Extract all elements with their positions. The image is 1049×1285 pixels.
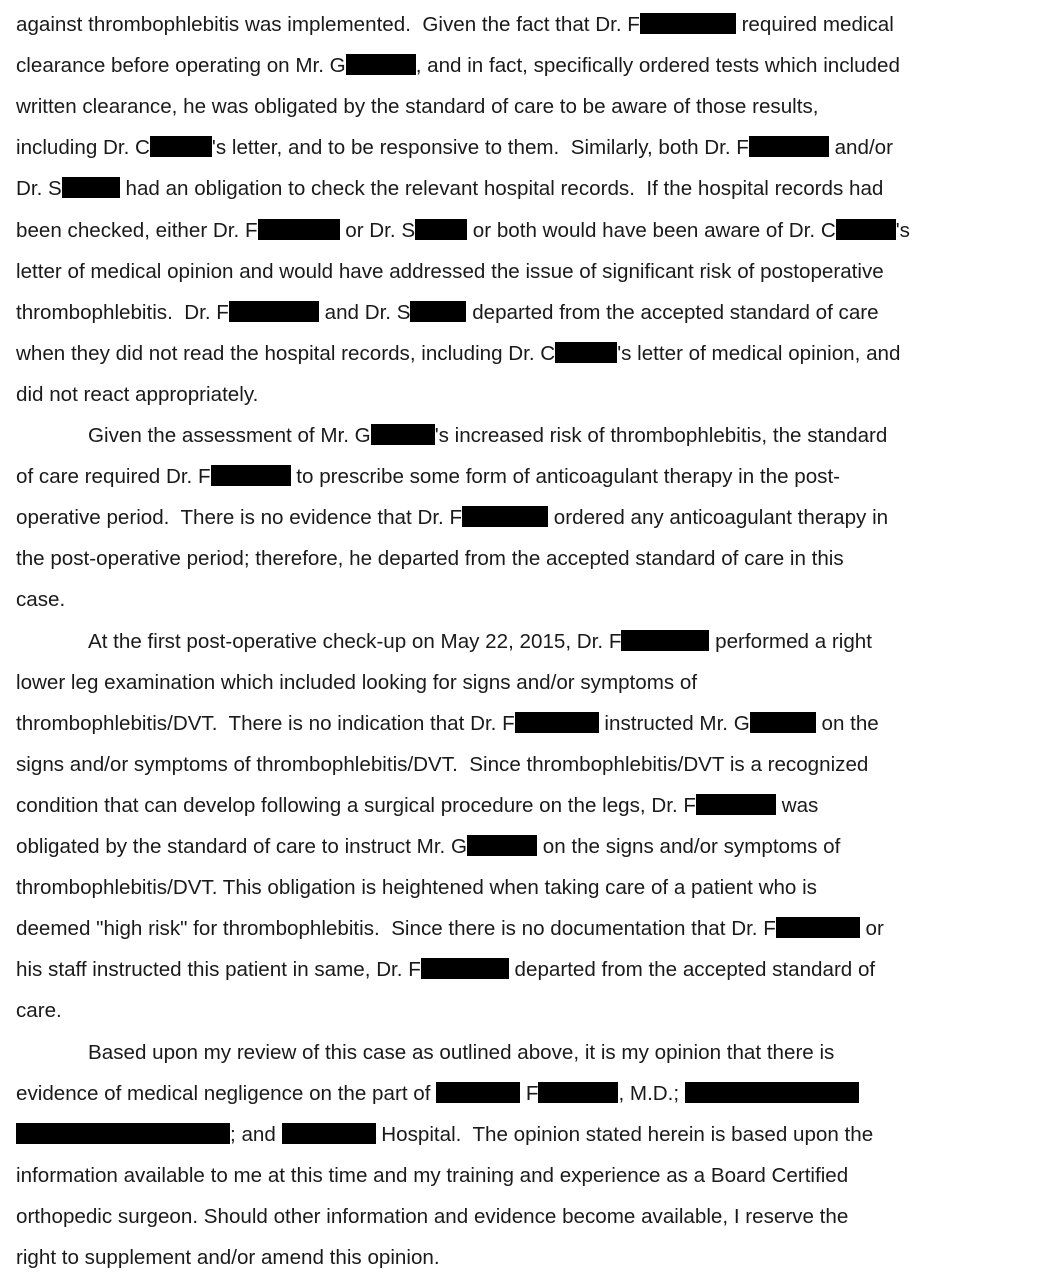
text-segment: lower leg examination which included looking for signs and/or symptoms of [16, 670, 698, 694]
text-segment: ; and [230, 1122, 282, 1146]
text-segment: on the signs and/or symptoms of [537, 835, 841, 858]
redaction-block [462, 506, 548, 527]
text-segment: thrombophlebitis. Dr. F [16, 300, 229, 324]
text-segment: evidence of medical negligence on the part of [16, 1081, 437, 1105]
text-line [16, 914, 884, 944]
text-line [16, 10, 894, 40]
text-segment: , and in fact, specifically ordered tests which included [415, 54, 900, 78]
text-line [88, 627, 872, 657]
text-line [16, 709, 879, 739]
redaction-block [346, 54, 416, 75]
redaction-block [258, 219, 340, 240]
text-line [16, 216, 910, 246]
text-segment: and/or [828, 136, 893, 160]
text-line [88, 1038, 834, 1068]
text-segment: or Dr. S [339, 218, 416, 242]
text-segment: 's increased risk of thrombophlebitis, the standard [434, 424, 888, 447]
redaction-block [410, 301, 466, 322]
text-segment: 's [895, 218, 910, 242]
redaction-block [415, 219, 467, 240]
text-segment: deemed "high risk" for thrombophlebitis. Since there is no documentation that Dr. F [16, 917, 776, 941]
text-segment: case. [16, 588, 66, 612]
text-segment: operative period. There is no evidence that Dr. F [16, 506, 463, 530]
text-segment: was [776, 793, 819, 817]
text-line [16, 1079, 859, 1109]
redaction-block [515, 712, 599, 733]
text-segment: against thrombophlebitis was implemented. Given the fact that Dr. F [16, 13, 640, 36]
text-line [16, 544, 844, 574]
text-line [16, 1161, 848, 1191]
redaction-block [421, 958, 509, 979]
redaction-block [229, 301, 319, 322]
text-segment: and Dr. S [318, 300, 411, 324]
text-segment: care. [16, 999, 62, 1023]
redaction-block [555, 342, 617, 363]
text-segment: did not react appropriately. [16, 382, 259, 406]
redaction-block [836, 219, 896, 240]
text-line [16, 92, 818, 122]
text-line [16, 1202, 848, 1232]
redaction-block [282, 1123, 376, 1144]
text-segment: Hospital. The opinion stated herein is based upon the [375, 1122, 874, 1146]
text-segment: departed from the accepted standard of care [466, 300, 879, 324]
text-segment: thrombophlebitis/DVT. There is no indication that Dr. F [16, 711, 515, 735]
text-segment: orthopedic surgeon. Should other information and evidence become available, I reserve the [16, 1204, 849, 1228]
text-segment: instructed Mr. G [598, 711, 750, 735]
redaction-block [685, 1082, 859, 1103]
text-line [16, 462, 840, 492]
text-segment: departed from the accepted standard of [508, 958, 876, 982]
text-line [16, 1120, 873, 1150]
text-line [16, 585, 65, 615]
text-segment: ordered any anticoagulant therapy in [548, 506, 889, 530]
text-segment: to prescribe some form of anticoagulant therapy in the post- [290, 465, 841, 489]
text-segment: when they did not read the hospital records, including Dr. C [16, 341, 556, 365]
text-segment: condition that can develop following a surgical procedure on the legs, Dr. F [16, 793, 696, 817]
text-line [16, 750, 868, 780]
redaction-block [467, 835, 537, 856]
text-segment: or [859, 917, 884, 941]
text-segment: Given the assessment of Mr. G [88, 424, 371, 447]
text-segment: the post-operative period; therefore, he departed from the accepted standard of care in this [16, 547, 844, 571]
text-line [16, 955, 875, 985]
text-line [16, 51, 900, 81]
text-segment: been checked, either Dr. F [16, 218, 258, 242]
text-line [16, 832, 840, 862]
text-line [16, 380, 258, 410]
redaction-block [211, 465, 291, 486]
redaction-block [621, 630, 709, 651]
text-line [16, 503, 888, 533]
redaction-block [371, 424, 435, 445]
text-segment: letter of medical opinion and would have addressed the issue of significant risk of postoperative [16, 259, 884, 283]
redaction-block [696, 794, 776, 815]
text-segment: obligated by the standard of care to instruct Mr. G [16, 835, 468, 858]
text-segment: 's letter of medical opinion, and [617, 341, 901, 365]
text-line [16, 298, 879, 328]
text-line [16, 339, 900, 369]
text-segment: including Dr. C [16, 136, 150, 160]
text-segment: F [520, 1081, 539, 1105]
redaction-block [776, 917, 860, 938]
text-segment: information available to me at this time and my training and experience as a Board Certified [16, 1163, 849, 1187]
redaction-block [436, 1082, 520, 1103]
redaction-block [16, 1123, 230, 1144]
text-line [16, 668, 697, 698]
text-segment: or both would have been aware of Dr. C [467, 218, 836, 242]
text-line [16, 133, 893, 163]
text-segment: his staff instructed this patient in same, Dr. F [16, 958, 421, 982]
text-segment: Based upon my review of this case as outlined above, it is my opinion that there is [88, 1040, 835, 1064]
text-segment: right to supplement and/or amend this opinion. [16, 1246, 440, 1269]
text-line [88, 421, 887, 451]
text-line [16, 257, 884, 287]
text-segment: , M.D.; [618, 1081, 685, 1105]
text-segment: had an obligation to check the relevant hospital records. If the hospital records had [119, 177, 884, 201]
redaction-block [749, 136, 829, 157]
redaction-block [750, 712, 816, 733]
text-line [16, 996, 62, 1026]
text-segment: performed a right [709, 629, 872, 653]
text-segment: Dr. S [16, 177, 62, 201]
text-segment: required medical [735, 13, 894, 36]
redaction-block [640, 13, 736, 34]
text-segment: of care required Dr. F [16, 465, 211, 489]
redaction-block [538, 1082, 618, 1103]
redaction-block [150, 136, 212, 157]
text-segment: on the [815, 711, 879, 735]
text-segment: At the first post-operative check-up on May 22, 2015, Dr. F [88, 629, 622, 653]
text-line [16, 1243, 440, 1273]
text-segment: clearance before operating on Mr. G [16, 54, 346, 78]
text-segment: 's letter, and to be responsive to them. Similarly, both Dr. F [211, 136, 749, 160]
text-line [16, 174, 883, 204]
text-segment: written clearance, he was obligated by the standard of care to be aware of those results, [16, 95, 819, 119]
redaction-block [62, 177, 120, 198]
text-line [16, 873, 817, 903]
text-line [16, 791, 818, 821]
text-segment: thrombophlebitis/DVT. This obligation is heightened when taking care of a patient who is [16, 876, 817, 900]
text-segment: signs and/or symptoms of thrombophlebitis/DVT. Since thrombophlebitis/DVT is a recognized [16, 752, 869, 776]
